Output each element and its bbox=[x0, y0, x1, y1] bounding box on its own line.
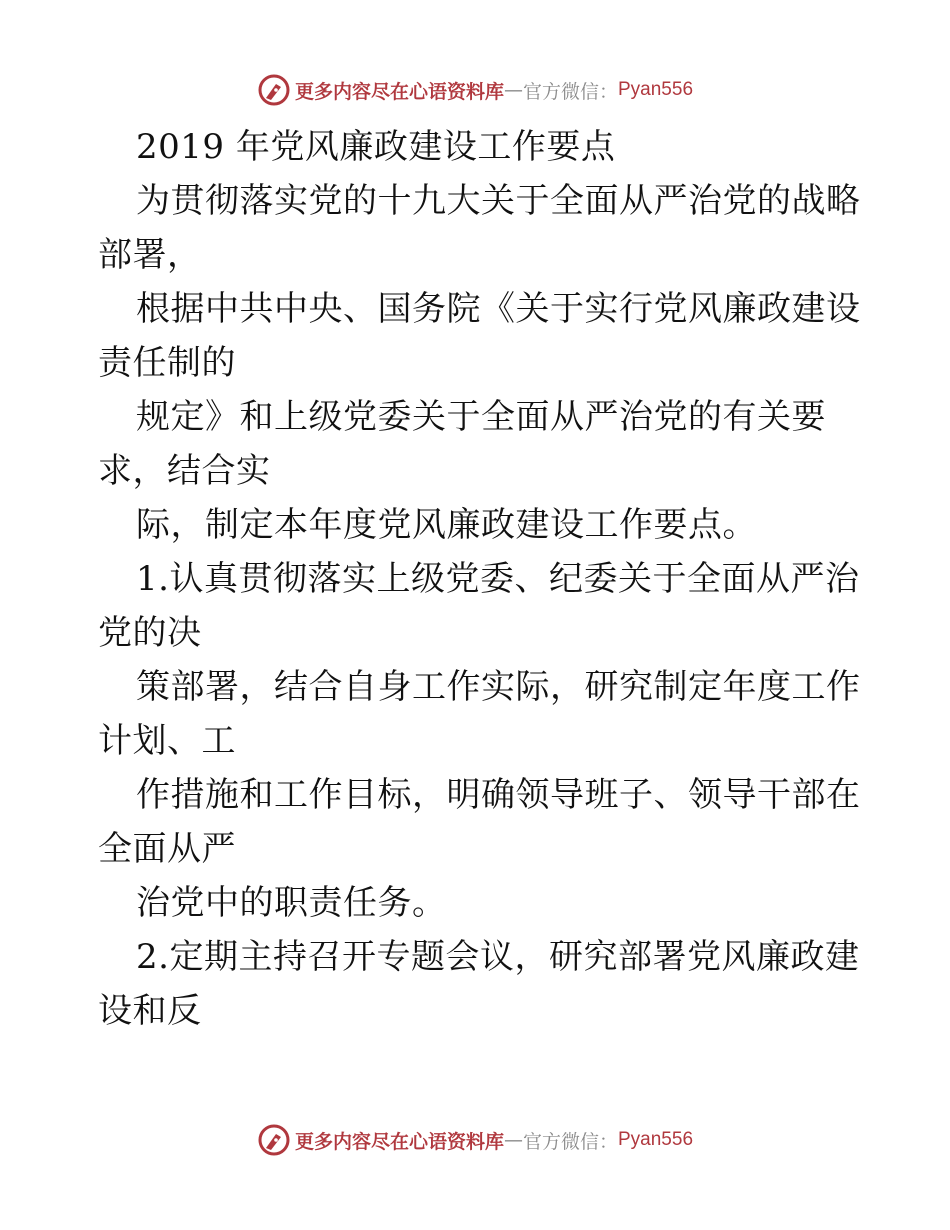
document-body bbox=[98, 120, 861, 1038]
watermark-dash: — bbox=[503, 79, 523, 101]
document-line: 根据中共中央、国务院《关于实行党风廉政建设 bbox=[136, 289, 861, 329]
document-line: 全面从严 bbox=[98, 829, 236, 869]
document-line: 策部署，结合自身工作实际，研究制定年度工作 bbox=[136, 667, 861, 707]
watermark-brand: 更多内容尽在心语资料库 bbox=[294, 80, 504, 103]
watermark-contact-label: 官方微信： bbox=[522, 1130, 618, 1153]
document-line: 设和反 bbox=[98, 991, 202, 1031]
header-watermark bbox=[0, 70, 950, 110]
footer-watermark bbox=[0, 1120, 950, 1160]
document-line: 责任制的 bbox=[98, 343, 236, 383]
document-line: 为贯彻落实党的十九大关于全面从严治党的战略 bbox=[136, 181, 861, 221]
document-line: 求，结合实 bbox=[98, 451, 271, 491]
document-line: 规定》和上级党委关于全面从严治党的有关要 bbox=[136, 397, 826, 437]
pen-nib-logo-icon bbox=[257, 1123, 291, 1157]
document-line: 治党中的职责任务。 bbox=[136, 883, 447, 923]
document-line: 2.定期主持召开专题会议，研究部署党风廉政建 bbox=[136, 937, 860, 977]
document-line: 计划、工 bbox=[98, 721, 236, 761]
pen-nib-logo-icon bbox=[257, 73, 291, 107]
watermark-brand: 更多内容尽在心语资料库 bbox=[294, 1130, 504, 1153]
document-line: 2019 年党风廉政建设工作要点 bbox=[136, 127, 616, 167]
document-line: 党的决 bbox=[98, 613, 202, 653]
document-line: 际，制定本年度党风廉政建设工作要点。 bbox=[136, 505, 757, 545]
document-line: 1.认真贯彻落实上级党委、纪委关于全面从严治 bbox=[136, 559, 860, 599]
watermark-dash: — bbox=[503, 1129, 523, 1151]
watermark-wechat-id: Pyan556 bbox=[618, 79, 694, 100]
document-line: 作措施和工作目标，明确领导班子、领导干部在 bbox=[136, 775, 861, 815]
watermark-contact-label: 官方微信： bbox=[522, 80, 618, 103]
watermark-wechat-id: Pyan556 bbox=[618, 1129, 694, 1150]
document-line: 部署， bbox=[98, 235, 202, 275]
